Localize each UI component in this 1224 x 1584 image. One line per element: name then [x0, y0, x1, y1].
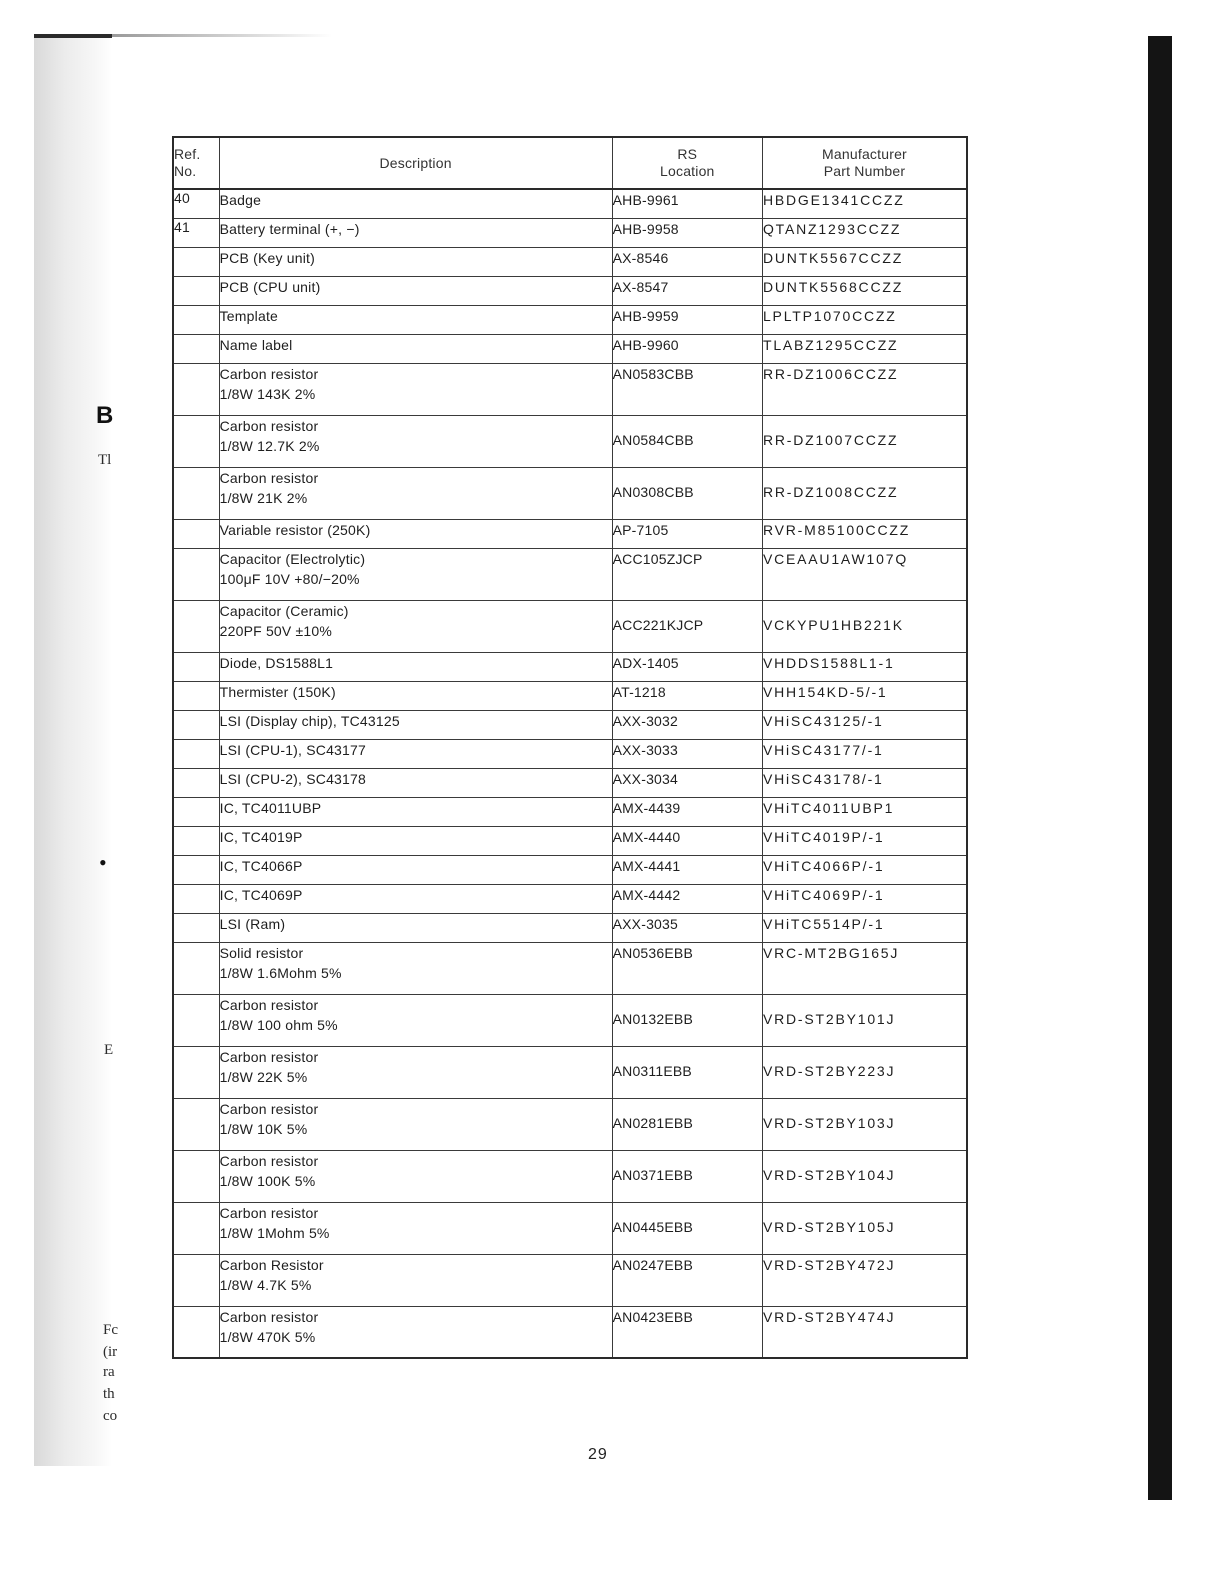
cell-rs-location: ACC221KJCP	[612, 600, 762, 652]
cell-rs-location: AMX-4441	[612, 855, 762, 884]
margin-bullet: •	[99, 850, 107, 875]
description-line: LSI (CPU-1), SC43177	[219, 741, 367, 758]
header-ref-line1: Ref.	[174, 146, 201, 162]
cell-description	[219, 739, 612, 768]
cell-ref-no	[173, 415, 219, 467]
cell-ref-no	[173, 247, 219, 276]
cell-ref-no	[173, 681, 219, 710]
description-line: 1/8W 10K 5%	[219, 1120, 308, 1137]
description-line: 1/8W 12.7K 2%	[219, 437, 320, 454]
cell-rs-location: AHB-9961	[612, 189, 762, 218]
cell-description	[219, 218, 612, 247]
description-line: 1/8W 1Mohm 5%	[219, 1224, 330, 1241]
description-line: IC, TC4069P	[219, 886, 303, 903]
cell-ref-no	[173, 467, 219, 519]
cell-description	[219, 1202, 612, 1254]
cell-description	[219, 305, 612, 334]
cell-ref-no	[173, 600, 219, 652]
cell-manufacturer-part-number: VRD-ST2BY105J	[762, 1202, 967, 1254]
cell-rs-location: AP-7105	[612, 519, 762, 548]
table-body	[173, 189, 967, 1358]
cell-rs-location: AX-8546	[612, 247, 762, 276]
cell-manufacturer-part-number: VHiSC43125/-1	[762, 710, 967, 739]
cell-rs-location: AHB-9959	[612, 305, 762, 334]
cell-manufacturer-part-number: VRD-ST2BY474J	[762, 1306, 967, 1358]
table-row	[173, 826, 967, 855]
cell-rs-location: AMX-4439	[612, 797, 762, 826]
table-row	[173, 1098, 967, 1150]
table-row	[173, 942, 967, 994]
cell-ref-no: 41	[173, 218, 219, 247]
description-line: 1/8W 100 ohm 5%	[219, 1016, 338, 1033]
description-line: Diode, DS1588L1	[219, 654, 334, 671]
margin-fragment-co: co	[103, 1408, 118, 1424]
cell-ref-no	[173, 652, 219, 681]
cell-description	[219, 548, 612, 600]
margin-fragment-f: Fc	[103, 1322, 118, 1338]
cell-description	[219, 247, 612, 276]
cell-description	[219, 600, 612, 652]
table-row	[173, 855, 967, 884]
cell-ref-no	[173, 305, 219, 334]
cell-manufacturer-part-number: VHiSC43177/-1	[762, 739, 967, 768]
cell-rs-location: AT-1218	[612, 681, 762, 710]
margin-fragment-b: B	[96, 402, 114, 429]
header-mfr-line2: Part Number	[823, 163, 906, 179]
cell-manufacturer-part-number: VHiTC4011UBP1	[762, 797, 967, 826]
table-row	[173, 1306, 967, 1358]
cell-ref-no	[173, 363, 219, 415]
cell-description	[219, 768, 612, 797]
top-rule-fade	[112, 34, 332, 37]
cell-manufacturer-part-number: VCEAAU1AW107Q	[762, 548, 967, 600]
header-rs-line2: Location	[660, 163, 715, 179]
cell-manufacturer-part-number: RR-DZ1006CCZZ	[762, 363, 967, 415]
description-line: Battery terminal (+, −)	[219, 220, 360, 237]
cell-manufacturer-part-number: LPLTP1070CCZZ	[762, 305, 967, 334]
cell-rs-location: AXX-3034	[612, 768, 762, 797]
cell-ref-no: 40	[173, 189, 219, 218]
cell-manufacturer-part-number: TLABZ1295CCZZ	[762, 334, 967, 363]
top-rule	[34, 34, 112, 38]
cell-manufacturer-part-number: VRD-ST2BY472J	[762, 1254, 967, 1306]
cell-manufacturer-part-number: QTANZ1293CCZZ	[762, 218, 967, 247]
cell-description	[219, 884, 612, 913]
cell-ref-no	[173, 1202, 219, 1254]
description-line: Carbon resistor	[219, 365, 319, 382]
scan-edge-shadow	[34, 36, 112, 1466]
description-line: Solid resistor	[219, 944, 304, 961]
table-row	[173, 739, 967, 768]
cell-description	[219, 276, 612, 305]
cell-ref-no	[173, 710, 219, 739]
cell-description	[219, 826, 612, 855]
table-row	[173, 415, 967, 467]
description-line: Carbon resistor	[219, 996, 319, 1013]
cell-description	[219, 710, 612, 739]
description-line: IC, TC4066P	[219, 857, 303, 874]
table-row	[173, 363, 967, 415]
cell-manufacturer-part-number: VRD-ST2BY104J	[762, 1150, 967, 1202]
cell-description	[219, 467, 612, 519]
table-row	[173, 681, 967, 710]
description-line: PCB (CPU unit)	[219, 278, 321, 295]
cell-ref-no	[173, 913, 219, 942]
cell-description	[219, 797, 612, 826]
cell-manufacturer-part-number: HBDGE1341CCZZ	[762, 189, 967, 218]
description-line: 1/8W 100K 5%	[219, 1172, 316, 1189]
cell-ref-no	[173, 855, 219, 884]
cell-ref-no	[173, 826, 219, 855]
description-line: Carbon resistor	[219, 417, 319, 434]
cell-manufacturer-part-number: VRD-ST2BY103J	[762, 1098, 967, 1150]
page-number: 29	[588, 1446, 608, 1463]
cell-description	[219, 189, 612, 218]
description-line: Badge	[219, 192, 262, 208]
cell-description	[219, 415, 612, 467]
description-line: 1/8W 4.7K 5%	[219, 1276, 312, 1293]
cell-ref-no	[173, 334, 219, 363]
cell-manufacturer-part-number: VHiTC5514P/-1	[762, 913, 967, 942]
description-line: 220PF 50V ±10%	[219, 622, 333, 639]
cell-rs-location: ACC105ZJCP	[612, 548, 762, 600]
description-line: Carbon resistor	[219, 1308, 319, 1325]
description-line: Carbon resistor	[219, 1204, 319, 1221]
header-mfr-line1: Manufacturer	[822, 146, 907, 162]
description-line: LSI (Display chip), TC43125	[219, 712, 400, 729]
cell-manufacturer-part-number: VRD-ST2BY101J	[762, 994, 967, 1046]
table-row	[173, 600, 967, 652]
cell-manufacturer-part-number: DUNTK5567CCZZ	[762, 247, 967, 276]
description-line: Template	[219, 307, 279, 324]
cell-rs-location: AMX-4440	[612, 826, 762, 855]
cell-ref-no	[173, 884, 219, 913]
cell-ref-no	[173, 1254, 219, 1306]
description-line: 1/8W 470K 5%	[219, 1328, 316, 1345]
description-line: Carbon resistor	[219, 1100, 319, 1117]
cell-manufacturer-part-number: VHiTC4019P/-1	[762, 826, 967, 855]
cell-manufacturer-part-number: VHH154KD-5/-1	[762, 681, 967, 710]
cell-rs-location: AXX-3035	[612, 913, 762, 942]
cell-rs-location: ADX-1405	[612, 652, 762, 681]
cell-ref-no	[173, 1046, 219, 1098]
description-line: 100μF 10V +80/−20%	[219, 570, 360, 587]
cell-description	[219, 652, 612, 681]
margin-fragment-ra: ra	[103, 1364, 115, 1380]
cell-ref-no	[173, 739, 219, 768]
table-row	[173, 1254, 967, 1306]
cell-ref-no	[173, 768, 219, 797]
margin-fragment-t: Tl	[98, 452, 112, 468]
cell-ref-no	[173, 519, 219, 548]
table-row	[173, 652, 967, 681]
table-row	[173, 913, 967, 942]
cell-manufacturer-part-number: VHiTC4069P/-1	[762, 884, 967, 913]
table-row	[173, 710, 967, 739]
cell-rs-location: AN0311EBB	[612, 1046, 762, 1098]
description-line: Carbon Resistor	[219, 1256, 324, 1273]
cell-rs-location: AN0247EBB	[612, 1254, 762, 1306]
description-line: LSI (CPU-2), SC43178	[219, 770, 367, 787]
cell-description	[219, 1098, 612, 1150]
cell-description	[219, 1254, 612, 1306]
description-line: PCB (Key unit)	[219, 249, 315, 266]
margin-fragment-ir: (ir	[103, 1344, 118, 1360]
cell-description	[219, 1306, 612, 1358]
description-line: Carbon resistor	[219, 1048, 319, 1065]
table-row	[173, 994, 967, 1046]
cell-rs-location: AX-8547	[612, 276, 762, 305]
cell-rs-location: AN0281EBB	[612, 1098, 762, 1150]
cell-ref-no	[173, 797, 219, 826]
table-header-row	[173, 137, 967, 189]
table-row	[173, 247, 967, 276]
table-row	[173, 1150, 967, 1202]
cell-rs-location: AXX-3033	[612, 739, 762, 768]
cell-ref-no	[173, 994, 219, 1046]
cell-manufacturer-part-number: DUNTK5568CCZZ	[762, 276, 967, 305]
cell-rs-location: AN0583CBB	[612, 363, 762, 415]
cell-rs-location: AMX-4442	[612, 884, 762, 913]
table-row	[173, 305, 967, 334]
description-line: LSI (Ram)	[219, 915, 286, 932]
cell-manufacturer-part-number: RVR-M85100CCZZ	[762, 519, 967, 548]
table-row	[173, 189, 967, 218]
description-line: 1/8W 143K 2%	[219, 385, 316, 402]
header-description: Description	[219, 137, 612, 189]
header-manufacturer-part-number	[762, 137, 967, 189]
cell-ref-no	[173, 942, 219, 994]
scan-edge-bar	[1148, 36, 1172, 1500]
cell-manufacturer-part-number: RR-DZ1008CCZZ	[762, 467, 967, 519]
table-row	[173, 1202, 967, 1254]
table-row	[173, 467, 967, 519]
cell-description	[219, 681, 612, 710]
table-row	[173, 797, 967, 826]
cell-description	[219, 1046, 612, 1098]
description-line: IC, TC4011UBP	[219, 799, 322, 816]
table-row	[173, 548, 967, 600]
cell-manufacturer-part-number: VHDDS1588L1-1	[762, 652, 967, 681]
cell-rs-location: AN0132EBB	[612, 994, 762, 1046]
cell-ref-no	[173, 1150, 219, 1202]
cell-description	[219, 855, 612, 884]
table-row	[173, 276, 967, 305]
cell-manufacturer-part-number: RR-DZ1007CCZZ	[762, 415, 967, 467]
cell-description	[219, 1150, 612, 1202]
cell-manufacturer-part-number: VRC-MT2BG165J	[762, 942, 967, 994]
cell-rs-location: AN0584CBB	[612, 415, 762, 467]
header-rs-location	[612, 137, 762, 189]
description-line: Name label	[219, 336, 293, 353]
cell-description	[219, 913, 612, 942]
header-ref-no	[173, 137, 219, 189]
cell-ref-no	[173, 1306, 219, 1358]
table-row	[173, 519, 967, 548]
cell-rs-location: AN0308CBB	[612, 467, 762, 519]
parts-list-table	[172, 136, 968, 1359]
cell-manufacturer-part-number: VCKYPU1HB221K	[762, 600, 967, 652]
description-line: IC, TC4019P	[219, 828, 303, 845]
table-row	[173, 334, 967, 363]
cell-description	[219, 334, 612, 363]
cell-rs-location: AXX-3032	[612, 710, 762, 739]
cell-description	[219, 994, 612, 1046]
cell-ref-no	[173, 548, 219, 600]
cell-rs-location: AN0445EBB	[612, 1202, 762, 1254]
description-line: 1/8W 22K 5%	[219, 1068, 308, 1085]
cell-rs-location: AN0371EBB	[612, 1150, 762, 1202]
description-line: Capacitor (Electrolytic)	[219, 550, 366, 567]
description-line: Variable resistor (250K)	[219, 521, 371, 538]
cell-ref-no	[173, 1098, 219, 1150]
description-line: Thermister (150K)	[219, 683, 336, 700]
cell-description	[219, 942, 612, 994]
table-row	[173, 768, 967, 797]
description-line: 1/8W 1.6Mohm 5%	[219, 964, 342, 981]
margin-fragment-th: th	[103, 1386, 115, 1402]
table-row	[173, 1046, 967, 1098]
header-rs-line1: RS	[677, 146, 698, 162]
table-row	[173, 884, 967, 913]
description-line: Capacitor (Ceramic)	[219, 602, 349, 619]
cell-description	[219, 363, 612, 415]
margin-fragment-e: E	[104, 1042, 114, 1058]
description-line: Carbon resistor	[219, 469, 319, 486]
cell-rs-location: AN0536EBB	[612, 942, 762, 994]
cell-manufacturer-part-number: VHiSC43178/-1	[762, 768, 967, 797]
header-ref-line2: No.	[174, 163, 197, 179]
cell-rs-location: AHB-9958	[612, 218, 762, 247]
cell-rs-location: AN0423EBB	[612, 1306, 762, 1358]
cell-manufacturer-part-number: VRD-ST2BY223J	[762, 1046, 967, 1098]
cell-ref-no	[173, 276, 219, 305]
cell-manufacturer-part-number: VHiTC4066P/-1	[762, 855, 967, 884]
cell-rs-location: AHB-9960	[612, 334, 762, 363]
description-line: Carbon resistor	[219, 1152, 319, 1169]
table-row	[173, 218, 967, 247]
cell-description	[219, 519, 612, 548]
description-line: 1/8W 21K 2%	[219, 489, 308, 506]
